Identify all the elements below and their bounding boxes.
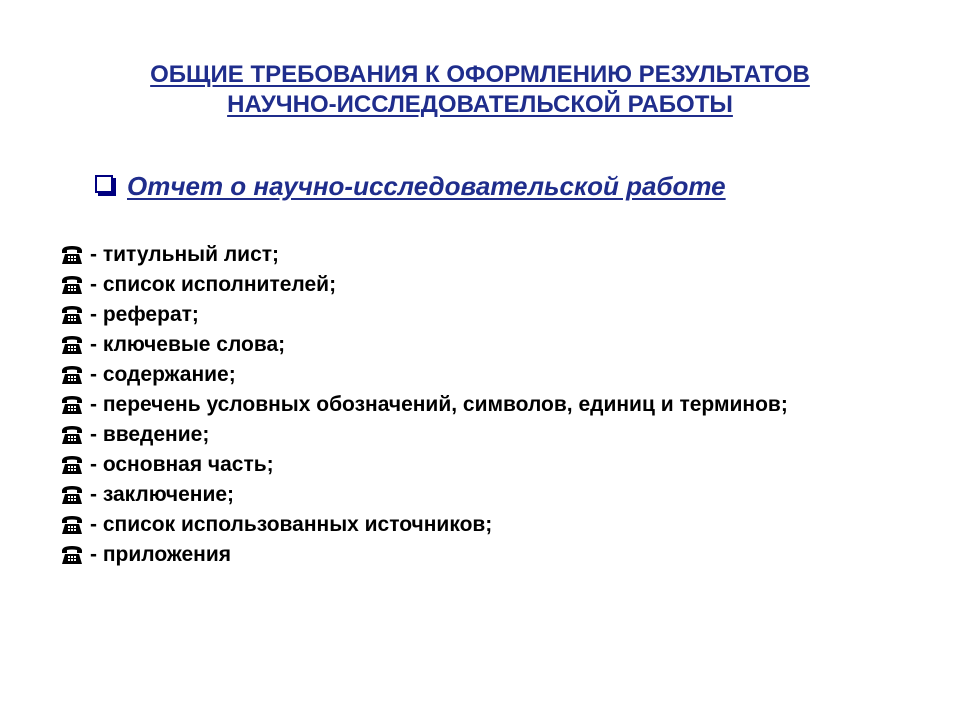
list-item	[60, 363, 880, 387]
list-item	[60, 303, 880, 327]
list-item	[60, 423, 880, 447]
list-item-label: - заключение;	[90, 483, 235, 506]
page-title-line2: НАУЧНО-ИССЛЕДОВАТЕЛЬСКОЙ РАБОТЫ	[227, 91, 733, 118]
telephone-icon	[60, 453, 90, 477]
list-item-label: - реферат;	[90, 303, 199, 326]
section-heading-text: Отчет о научно-исследовательской работе	[127, 171, 726, 201]
requirements-list	[60, 243, 880, 573]
telephone-icon	[60, 393, 90, 417]
list-item	[60, 513, 880, 537]
list-item-label: - ключевые слова;	[90, 333, 286, 356]
list-item	[60, 483, 880, 507]
telephone-icon	[60, 423, 90, 447]
list-item	[60, 273, 880, 297]
list-item-label: - титульный лист;	[90, 243, 280, 266]
list-item-label: - перечень условных обозначений, символов, единиц и терминов;	[90, 393, 788, 416]
telephone-icon	[60, 303, 90, 327]
page-title	[0, 60, 960, 120]
list-item-label: - введение;	[90, 423, 210, 446]
telephone-icon	[60, 483, 90, 507]
list-item-label: - приложения	[90, 543, 232, 566]
list-item	[60, 333, 880, 357]
list-item-label: - основная часть;	[90, 453, 274, 476]
telephone-icon	[60, 363, 90, 387]
list-item	[60, 453, 880, 477]
telephone-icon	[60, 273, 90, 297]
list-item-label: - содержание;	[90, 363, 236, 386]
telephone-icon	[60, 513, 90, 537]
telephone-icon	[60, 543, 90, 567]
telephone-icon	[60, 333, 90, 357]
page-title-line1: ОБЩИЕ ТРЕБОВАНИЯ К ОФОРМЛЕНИЮ РЕЗУЛЬТАТОВ	[150, 61, 810, 88]
list-item	[60, 243, 880, 267]
list-item-label: - список исполнителей;	[90, 273, 337, 296]
list-item-label: - список использованных источников;	[90, 513, 493, 536]
list-item	[60, 393, 880, 417]
checkbox-icon	[95, 175, 113, 193]
section-heading	[95, 170, 726, 202]
list-item	[60, 543, 880, 567]
telephone-icon	[60, 243, 90, 267]
